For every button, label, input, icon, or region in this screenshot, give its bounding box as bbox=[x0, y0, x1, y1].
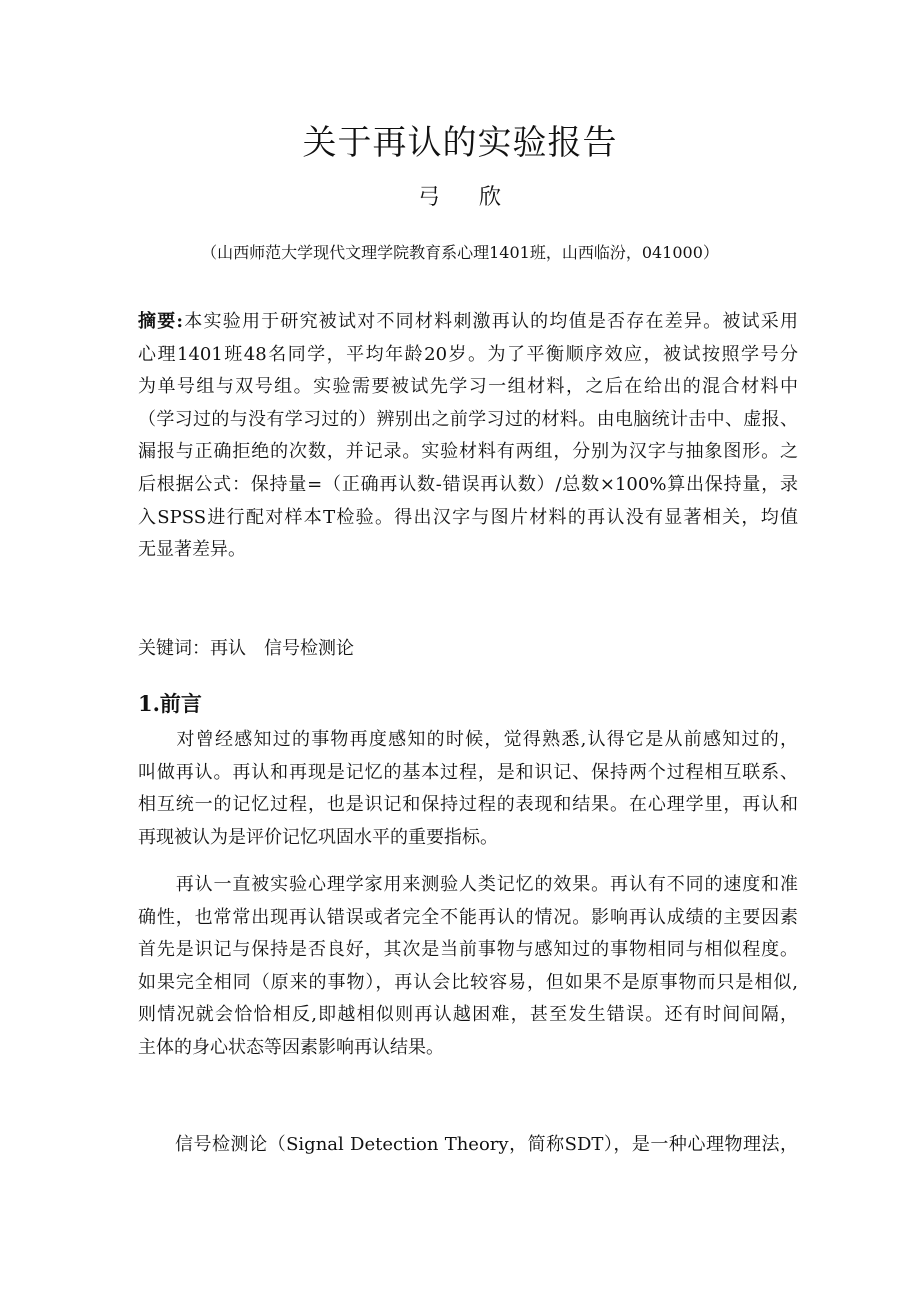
abstract-line: 后根据公式：保持量=（正确再认数-错误再认数）/总数×100%算出保持量，录 bbox=[138, 473, 798, 495]
paragraph-line: 再认一直被实验心理学家用来测验人类记忆的效果。再认有不同的速度和准 bbox=[138, 874, 798, 895]
abstract-line: 漏报与正确拒绝的次数，并记录。实验材料有两组，分别为汉字与抽象图形。之 bbox=[138, 441, 798, 463]
paragraph bbox=[138, 724, 798, 854]
section-heading: 1.前言 bbox=[138, 691, 202, 716]
paragraph-line: 叫做再认。再认和再现是记忆的基本过程，是和识记、保持两个过程相互联系、 bbox=[138, 761, 798, 783]
paragraph-line: 主体的身心状态等因素影响再认结果。 bbox=[138, 1036, 444, 1058]
paragraph bbox=[138, 1129, 798, 1162]
paragraph-line: 信号检测论（Signal Detection Theory，简称SDT），是一种心理物理法， bbox=[138, 1134, 798, 1155]
abstract-label: 摘要: bbox=[138, 311, 184, 332]
document-title: 关于再认的实验报告 bbox=[302, 123, 618, 163]
abstract-line: 入SPSS进行配对样本T检验。得出汉字与图片材料的再认没有显著相关，均值 bbox=[138, 506, 798, 528]
affiliation: （山西师范大学现代文理学院教育系心理1401班，山西临汾，041000） bbox=[201, 243, 719, 262]
abstract-line: 为单号组与双号组。实验需要被试先学习一组材料，之后在给出的混合材料中 bbox=[138, 376, 798, 398]
paragraph-line: 首先是识记与保持是否良好，其次是当前事物与感知过的事物相同与相似程度。 bbox=[138, 939, 798, 961]
paragraph bbox=[138, 869, 798, 1065]
abstract-line: （学习过的与没有学习过的）辨别出之前学习过的材料。由电脑统计击中、虚报、 bbox=[138, 408, 798, 430]
abstract-line: 心理1401班48名同学，平均年龄20岁。为了平衡顺序效应，被试按照学号分 bbox=[138, 343, 798, 365]
paragraph-line: 再现被认为是评价记忆巩固水平的重要指标。 bbox=[138, 826, 498, 848]
paragraph-line: 如果完全相同（原来的事物），再认会比较容易，但如果不是原事物而只是相似, bbox=[138, 971, 798, 993]
abstract-line: 本实验用于研究被试对不同材料刺激再认的均值是否存在差异。被试采用 bbox=[183, 311, 798, 332]
abstract-line: 无显著差异。 bbox=[138, 539, 246, 561]
paragraph-line: 对曾经感知过的事物再度感知的时候，觉得熟悉,认得它是从前感知过的， bbox=[138, 729, 798, 750]
keywords: 关键词：再认 信号检测论 bbox=[138, 638, 354, 659]
paragraph-line: 则情况就会恰恰相反,即越相似则再认越困难，甚至发生错误。还有时间间隔， bbox=[138, 1004, 798, 1026]
paragraph-line: 相互统一的记忆过程，也是识记和保持过程的表现和结果。在心理学里，再认和 bbox=[138, 794, 798, 816]
author: 弓 欣 bbox=[418, 185, 502, 210]
paragraph-line: 确性，也常常出现再认错误或者完全不能再认的情况。影响再认成绩的主要因素 bbox=[138, 906, 798, 928]
abstract bbox=[138, 306, 798, 567]
